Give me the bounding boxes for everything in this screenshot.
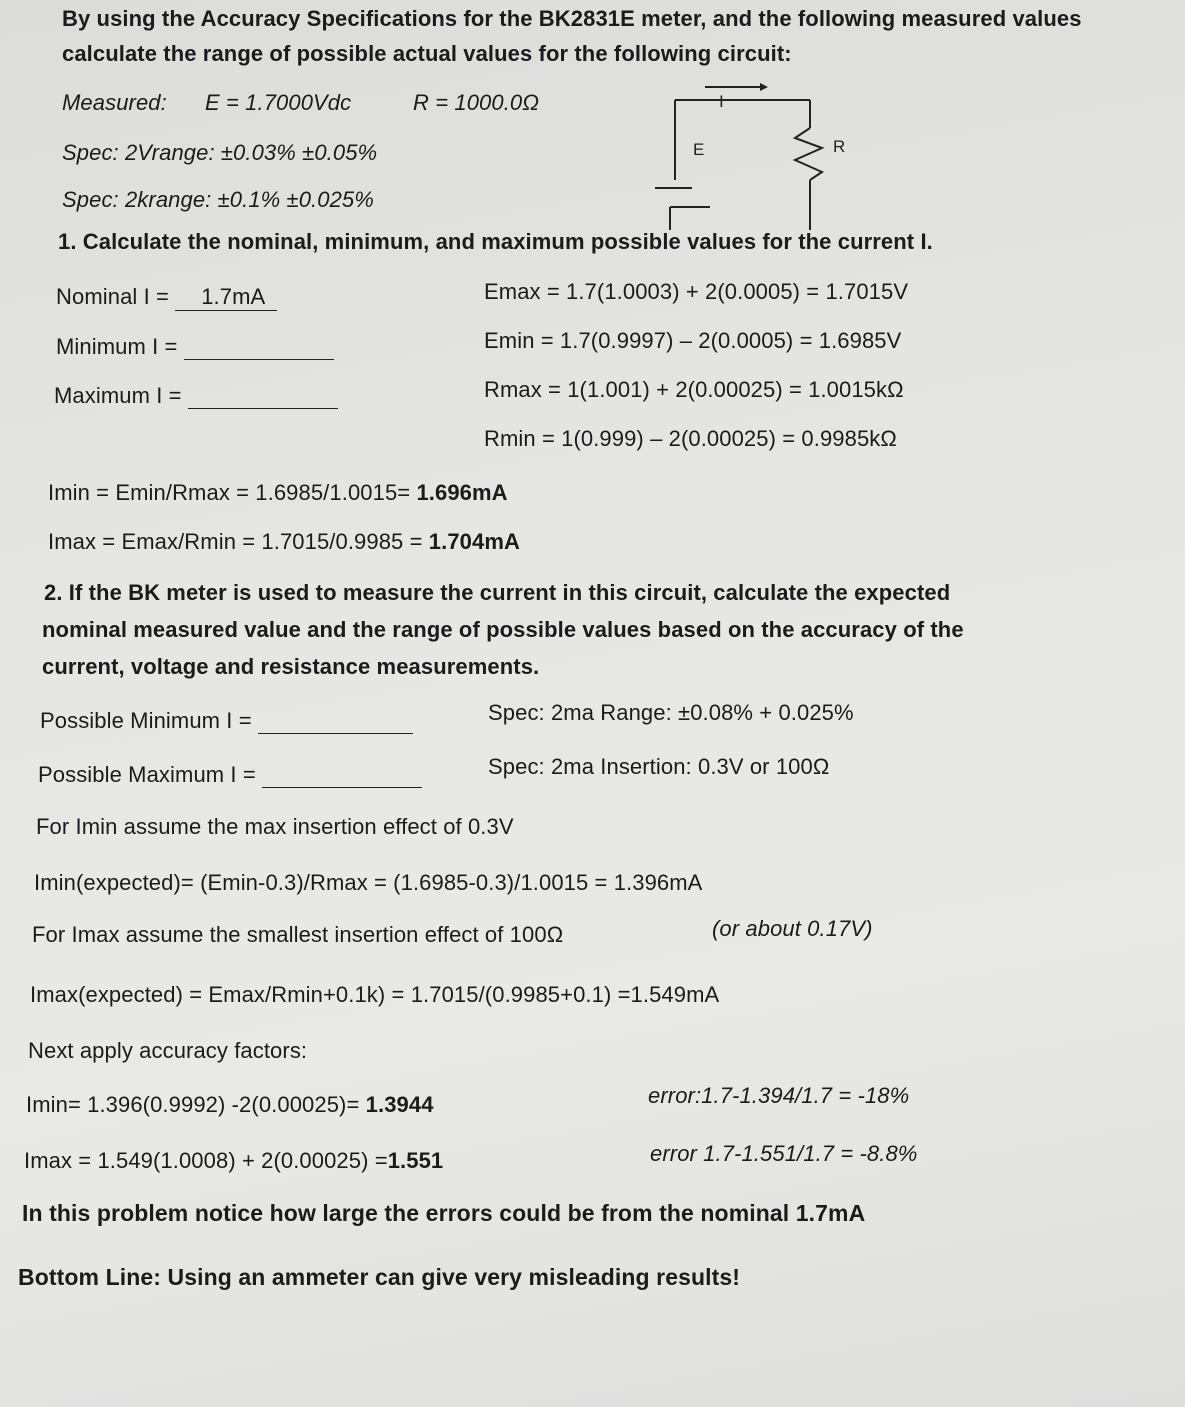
emax-eq: Emax = 1.7(1.0003) + 2(0.0005) = 1.7015V	[484, 279, 909, 304]
imin-result: 1.696mA	[416, 480, 508, 505]
possible-max-blank	[262, 765, 422, 788]
measured-e: E = 1.7000Vdc	[205, 90, 352, 115]
q2-line-2: nominal measured value and the range of possible values based on the accuracy of the	[42, 617, 964, 642]
nominal-value: 1.7mA	[175, 284, 277, 311]
spec-2krange: Spec: 2krange: ±0.1% ±0.025%	[62, 187, 374, 212]
imin-error: error:1.7-1.394/1.7 = -18%	[648, 1083, 910, 1108]
maximum-blank	[188, 386, 338, 409]
conclusion-notice: In this problem notice how large the errors could be from the nominal 1.7mA	[22, 1200, 866, 1226]
measured-r: R = 1000.0Ω	[413, 90, 540, 115]
imin-final-result: 1.3944	[365, 1092, 434, 1117]
conclusion-bottom-line: Bottom Line: Using an ammeter can give very misleading results!	[18, 1264, 741, 1290]
intro-line-1: By using the Accuracy Specifications for the BK2831E meter, and the following measured values	[62, 6, 1082, 31]
spec-2vrange: Spec: 2Vrange: ±0.03% ±0.05%	[62, 140, 378, 165]
imin-final-expr: Imin= 1.396(0.9992) -2(0.00025)=	[26, 1092, 366, 1117]
rmin-eq: Rmin = 1(0.999) – 2(0.00025) = 0.9985kΩ	[484, 426, 897, 451]
rmax-eq: Rmax = 1(1.001) + 2(0.00025) = 1.0015kΩ	[484, 377, 904, 402]
nominal-label: Nominal I =	[56, 284, 169, 309]
possible-min-row	[40, 708, 413, 734]
intro-line-2: calculate the range of possible actual values for the following circuit:	[62, 41, 792, 66]
imax-note: For Imax assume the smallest insertion effect of 100Ω	[32, 922, 564, 947]
possible-min-label: Possible Minimum I =	[40, 708, 252, 733]
resistor-symbol	[795, 128, 822, 180]
q2-line-3: current, voltage and resistance measurements.	[42, 654, 540, 679]
imax-final-eq	[24, 1148, 443, 1174]
imin-expr: Imin = Emin/Rmax = 1.6985/1.0015=	[48, 480, 417, 505]
accuracy-heading: Next apply accuracy factors:	[28, 1038, 308, 1063]
spec-2ma-insertion: Spec: 2ma Insertion: 0.3V or 100Ω	[488, 754, 830, 779]
imax-expr: Imax = Emax/Rmin = 1.7015/0.9985 =	[48, 529, 429, 554]
q1-text: 1. Calculate the nominal, minimum, and maximum possible values for the current I.	[58, 229, 933, 254]
source-label: E	[693, 140, 705, 159]
imin-eq	[48, 480, 508, 506]
imax-expected: Imax(expected) = Emax/Rmin+0.1k) = 1.7015/(0.9985+0.1) =1.549mA	[30, 982, 720, 1007]
imax-note-aside: (or about 0.17V)	[712, 916, 873, 941]
imax-result: 1.704mA	[428, 529, 520, 554]
minimum-row	[56, 334, 334, 360]
emin-eq: Emin = 1.7(0.9997) – 2(0.0005) = 1.6985V	[484, 328, 902, 353]
nominal-row	[56, 284, 277, 311]
possible-max-label: Possible Maximum I =	[38, 762, 256, 787]
imin-final-eq	[26, 1092, 434, 1118]
possible-min-blank	[258, 711, 413, 734]
possible-max-row	[38, 762, 422, 788]
imax-final-result: 1.551	[387, 1148, 444, 1173]
q2-line-1: 2. If the BK meter is used to measure the current in this circuit, calculate the expected	[44, 580, 951, 605]
measured-label: Measured:	[62, 90, 167, 115]
maximum-label: Maximum I =	[54, 383, 182, 408]
spec-2ma-range: Spec: 2ma Range: ±0.08% + 0.025%	[488, 700, 854, 725]
circuit-diagram	[650, 80, 860, 240]
maximum-row	[54, 383, 338, 409]
current-arrow-head	[760, 83, 768, 91]
minimum-label: Minimum I =	[56, 334, 178, 359]
imin-note: For Imin assume the max insertion effect of 0.3V	[36, 814, 514, 839]
current-label: I	[719, 92, 724, 111]
imax-eq	[48, 529, 520, 555]
imax-error: error 1.7-1.551/1.7 = -8.8%	[650, 1141, 918, 1166]
imin-expected: Imin(expected)= (Emin-0.3)/Rmax = (1.6985-0.3)/1.0015 = 1.396mA	[34, 870, 703, 895]
minimum-blank	[184, 337, 334, 360]
resistor-label: R	[833, 137, 846, 156]
imax-final-expr: Imax = 1.549(1.0008) + 2(0.00025) =	[24, 1148, 388, 1173]
